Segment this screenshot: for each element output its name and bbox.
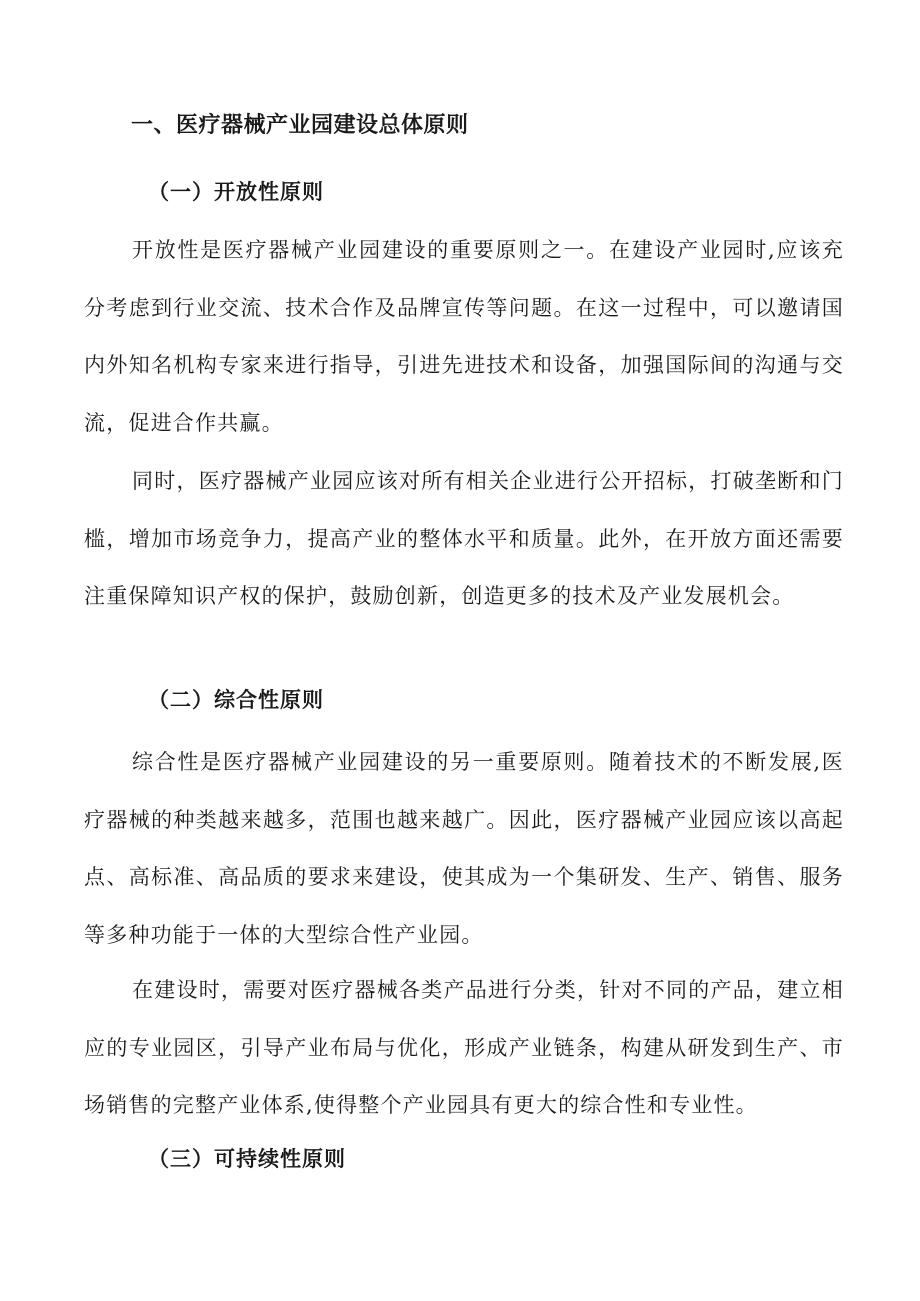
paragraph: 开放性是医疗器械产业园建设的重要原则之一。在建设产业园时,应该充分考虑到行业交流、技术合作及品牌宣传等问题。在这一过程中，可以邀请国内外知名机构专家来进行指导，引进先进技术和设备，加强国际间的沟通与交流，促进合作共赢。 <box>84 238 844 436</box>
subsection-title-sustainability: （三）可持续性原则 <box>148 1146 346 1171</box>
subsection-title-openness: （一）开放性原则 <box>148 179 324 204</box>
section-heading: 一、医疗器械产业园建设总体原则 <box>131 112 469 138</box>
subsection-title-comprehensiveness: （二）综合性原则 <box>148 687 324 712</box>
paragraph: 综合性是医疗器械产业园建设的另一重要原则。随着技术的不断发展,医疗器械的种类越来越多，范围也越来越广。因此，医疗器械产业园应该以高起点、高标准、高品质的要求来建设，使其成为一个集研发、生产、销售、服务等多种功能于一体的大型综合性产业园。 <box>84 750 844 948</box>
paragraph: 同时，医疗器械产业园应该对所有相关企业进行公开招标，打破垄断和门槛，增加市场竞争力，提高产业的整体水平和质量。此外，在开放方面还需要注重保障知识产权的保护，鼓励创新，创造更多的技术及产业发展机会。 <box>84 469 844 609</box>
paragraph: 在建设时，需要对医疗器械各类产品进行分类，针对不同的产品，建立相应的专业园区，引导产业布局与优化，形成产业链条，构建从研发到生产、市场销售的完整产业体系,使得整个产业园具有更大的综合性和专业性。 <box>84 978 844 1118</box>
